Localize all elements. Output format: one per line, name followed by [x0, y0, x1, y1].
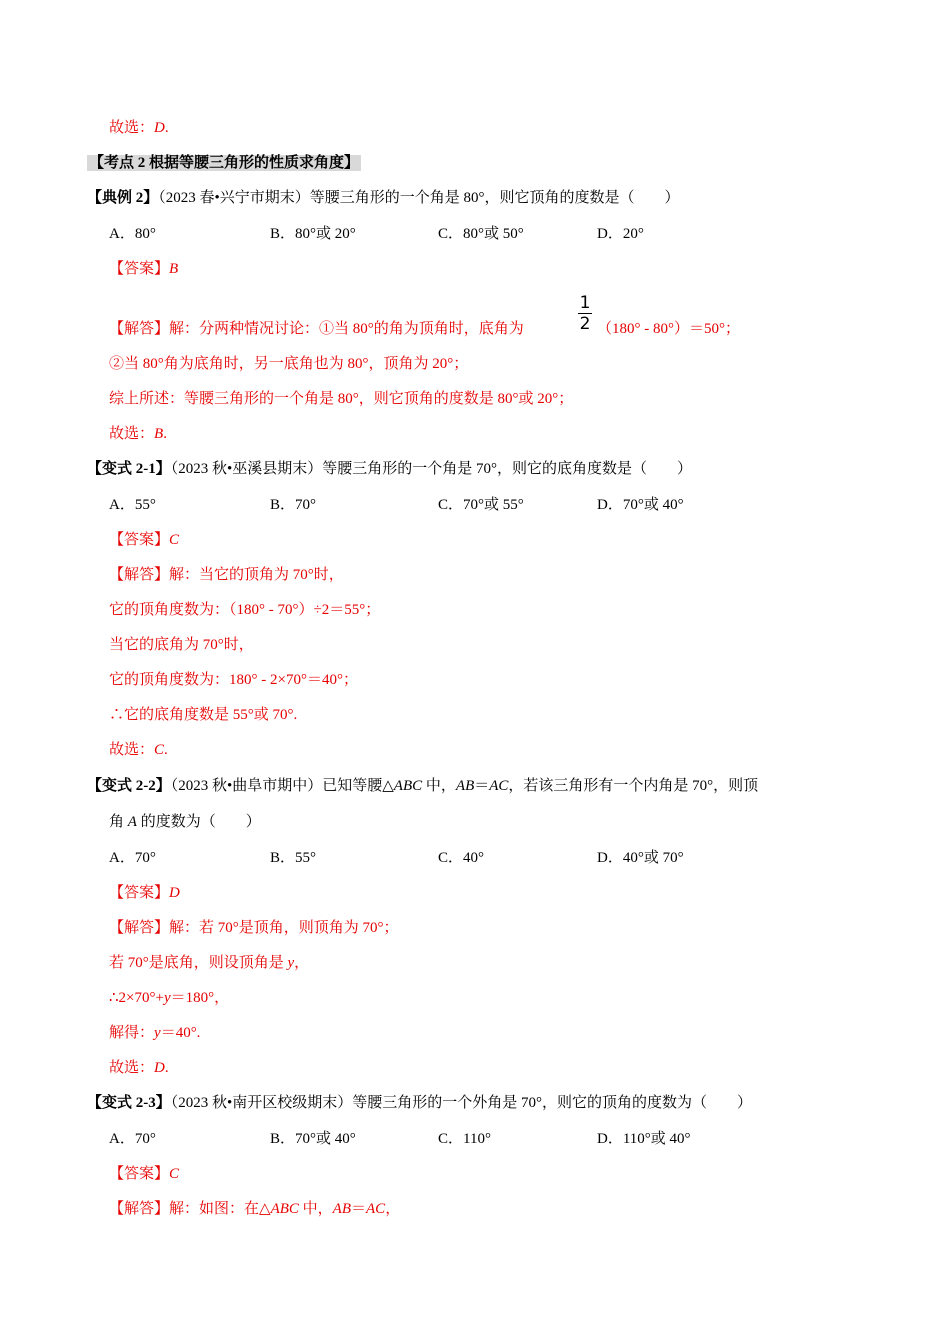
answer-line: 【答案】B	[109, 261, 179, 277]
solution-line-3: 综上所述：等腰三角形的一个角是 80°，则它顶角的度数是 80°或 20°；	[109, 391, 574, 407]
option-b: B．70°	[270, 497, 317, 513]
option-a: A．80°	[109, 226, 156, 242]
solution-line-3: ∴2×70°+y＝180°，	[109, 990, 230, 1006]
option-d: D．110°或 40°	[597, 1131, 691, 1147]
solution-line-2: 若 70°是底角，则设顶角是 y，	[109, 955, 310, 971]
option-c: C．110°	[438, 1131, 491, 1147]
answer-line: 【答案】D	[109, 885, 180, 901]
answer-line: 【答案】C	[109, 532, 180, 548]
variant-2-1-stem: 【变式 2-1】（2023 秋•巫溪县期末）等腰三角形的一个角是 70°，则它的底角度数是（ ）	[87, 461, 693, 477]
solution-line-2: 它的顶角度数为：（180° - 70°）÷2＝55°；	[109, 602, 381, 618]
solution-line-4: 解得：y＝40°.	[109, 1025, 201, 1041]
solution-line-1: 【解答】解：若 70°是顶角，则顶角为 70°；	[109, 920, 399, 936]
solution-line-1: 【解答】解：当它的顶角为 70°时，	[109, 567, 344, 583]
option-d: D．70°或 40°	[597, 497, 684, 513]
final-answer-line: 故选：C.	[109, 742, 168, 758]
option-a: A．70°	[109, 1131, 156, 1147]
solution-line-1-tail: （180° - 80°）＝50°；	[597, 321, 740, 337]
variant-2-3-stem: 【变式 2-3】（2023 秋•南开区校级期末）等腰三角形的一个外角是 70°，则它的顶角的度数为（ ）	[87, 1095, 753, 1111]
solution-line-1: 【解答】解：如图：在△ABC 中，AB＝AC，	[109, 1201, 401, 1217]
example-2-stem: 【典例 2】（2023 春•兴宁市期末）等腰三角形的一个角是 80°，则它顶角的度数是（ ）	[87, 190, 680, 206]
option-c: C．70°或 55°	[438, 497, 524, 513]
option-c: C．40°	[438, 850, 485, 866]
final-answer-line: 故选：D.	[109, 1060, 169, 1076]
option-b: B．80°或 20°	[270, 226, 356, 242]
prev-answer-line: 故选：D.	[109, 120, 169, 136]
final-answer-line: 故选：B.	[109, 426, 167, 442]
option-a: A．55°	[109, 497, 156, 513]
option-a: A．70°	[109, 850, 156, 866]
option-b: B．55°	[270, 850, 317, 866]
solution-line-2: ②当 80°角为底角时，另一底角也为 80°，顶角为 20°；	[109, 356, 469, 372]
fraction-one-half: 1 2	[579, 293, 591, 334]
solution-line-1: 【解答】解：分两种情况讨论：①当 80°的角为顶角时，底角为	[109, 321, 524, 337]
solution-line-3: 当它的底角为 70°时，	[109, 637, 254, 653]
section-heading: 【考点 2 根据等腰三角形的性质求角度】	[89, 155, 360, 171]
option-b: B．70°或 40°	[270, 1131, 356, 1147]
variant-2-2-stem-cont: 角 A 的度数为（ ）	[109, 814, 261, 830]
variant-2-2-stem: 【变式 2-2】（2023 秋•曲阜市期中）已知等腰△ABC 中，AB＝AC，若该三角形有一个内角是 70°，则顶	[87, 778, 759, 794]
option-d: D．40°或 70°	[597, 850, 684, 866]
option-d: D．20°	[597, 226, 644, 242]
solution-line-4: 它的顶角度数为：180° - 2×70°＝40°；	[109, 672, 358, 688]
solution-line-5: ∴它的底角度数是 55°或 70°.	[109, 707, 298, 723]
answer-line: 【答案】C	[109, 1166, 180, 1182]
option-c: C．80°或 50°	[438, 226, 524, 242]
